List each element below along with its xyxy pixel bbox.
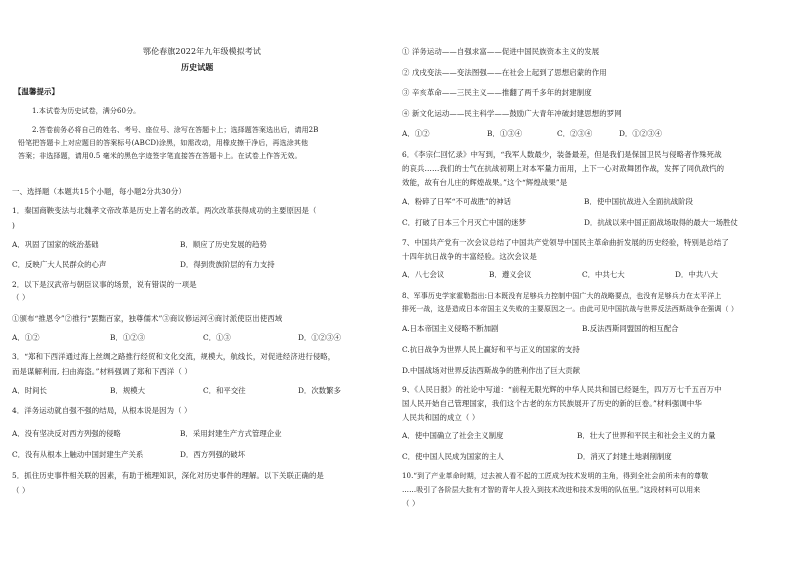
q7-option-a: A．八七会议 bbox=[402, 270, 445, 279]
q1-option-b: B．顺应了历史发展的趋势 bbox=[180, 240, 267, 249]
q5-option-c: C．②③④ bbox=[557, 129, 593, 138]
q6-stem-3: 效能，故有台儿庄的辉煌战果。”这个“辉煌战果”是 bbox=[402, 178, 568, 187]
q7-option-c: C．中共七大 bbox=[582, 270, 625, 279]
q5-option-a: A．①② bbox=[402, 129, 430, 138]
q10-stem-3: （ ） bbox=[402, 499, 420, 508]
q9-stem-2: 国人民开始自己管理国家，我们这个古老的东方民族展开了历史的新的巨卷。”材料强调中华 bbox=[402, 399, 702, 408]
q1-stem: 1．秦国商鞅变法与北魏孝文帝改革是历史上著名的改革。两次改革获得成功的主要原因是（ bbox=[12, 206, 317, 215]
q1-option-d: D．得到贵族阶层的有力支持 bbox=[180, 260, 275, 269]
q3-option-d: D．次数繁多 bbox=[298, 386, 341, 395]
q5-item-1: ① 洋务运动——自强求富——促进中国民族资本主义的发展 bbox=[402, 47, 600, 56]
q1-stem-end: ) bbox=[12, 221, 15, 230]
q6-option-a: A．粉碎了日军“不可战胜”的神话 bbox=[402, 197, 511, 206]
q3-stem: 3．“郑和下西洋通过海上丝绸之路推行经贸和文化交流，规模大，航线长，对促进经济进行侵略， bbox=[12, 352, 336, 361]
q2-stem-end: （ ） bbox=[12, 293, 30, 302]
q9-option-c: C．使中国人民成为国家的主人 bbox=[402, 452, 504, 461]
q2-items: ①颁布“推恩令”②推行“罢黜百家，独尊儒术”③商议修运河④商讨派使臣出使西域 bbox=[12, 314, 283, 323]
q6-stem-1: 6．《李宗仁回忆录》中写到，“我军人数最少，装备最差，但是我们是保国卫民与侵略者作殊死战 bbox=[402, 150, 722, 159]
q6-option-b: B．使中国抗战进入全面抗战阶段 bbox=[584, 197, 693, 206]
q2-option-a: A．①② bbox=[12, 333, 40, 342]
q7-option-b: B．遵义会议 bbox=[489, 270, 532, 279]
q10-stem-1: 10.“到了产业革命时期，过去被人看不起的工匠成为技术发明的主角，得到全社会前所未有的尊敬 bbox=[402, 472, 709, 480]
q4-option-a: A．没有坚决反对西方列强的侵略 bbox=[12, 429, 121, 438]
notice-line-2a: 2.答卷前务必将自己的姓名、考号、座位号、涂写在答题卡上；选择题答案选出后，请用2B bbox=[32, 126, 319, 134]
q3-option-b: B．规模大 bbox=[110, 386, 145, 395]
q5-stem: 5．抓住历史事件相关联的因素，有助于梳理知识，深化对历史事件的理解。以下关联正确的是 bbox=[12, 471, 324, 480]
q6-option-c: C．打破了日本三个月灭亡中国的迷梦 bbox=[402, 218, 526, 227]
q5-item-3: ③ 辛亥革命——三民主义——推翻了两千多年的封建制度 bbox=[402, 88, 592, 97]
q7-stem-1: 7、中国共产党有一次会议总结了中国共产党领导中国民主革命曲折发展的历史经验，特别是总结了 bbox=[402, 238, 729, 247]
q7-option-d: D．中共八大 bbox=[675, 270, 718, 279]
q5-stem-end: （ ） bbox=[12, 486, 30, 495]
q5-option-b: B．①③④ bbox=[487, 129, 522, 138]
q2-option-d: D．①②③④ bbox=[298, 333, 341, 342]
q5-item-2: ② 戊戌变法——变法图强——在社会上起到了思想启蒙的作用 bbox=[402, 68, 607, 77]
q8-stem-2: 排死一战，这是造成日本帝国主义失败的主要原因之一。由此可见中国抗战与世界反法西斯战争在强调（ ） bbox=[402, 305, 739, 313]
subject-title: 历史试题 bbox=[181, 62, 214, 72]
q9-stem-3: 人民共和国的成立（ ） bbox=[402, 413, 480, 422]
section-heading: 一、选择题（本题共15个小题，每小题2分共30分） bbox=[12, 187, 186, 196]
q6-option-d: D．抗战以来中国正面战场取得的最大一场胜仗 bbox=[584, 218, 738, 227]
q4-option-c: C．没有从根本上触动中国封建生产关系 bbox=[12, 450, 144, 459]
q4-option-b: B．采用封建生产方式管理企业 bbox=[180, 429, 282, 438]
q5-option-d: D．①②③④ bbox=[619, 129, 662, 138]
q5-item-4: ④ 新文化运动——民主科学——鼓励广大青年冲破封建思想的罗网 bbox=[402, 109, 622, 118]
q1-option-a: A．巩固了国家的统治基础 bbox=[12, 240, 99, 249]
q8-option-b: B.反法西斯同盟国的相互配合 bbox=[582, 324, 679, 333]
notice-line-2c: 答案；非选择题，请用0.5 毫米的黑色字迹签字笔直接答在答题卡上。在试卷上作答无效。 bbox=[18, 152, 302, 160]
q8-option-c: C.抗日战争为世界人民上赢好和平与正义的国家的支持 bbox=[402, 345, 580, 354]
q3-stem-cont: 而是谋解利而, 扫由海盗。”材料强调了郑和下西洋（ ） bbox=[12, 367, 192, 376]
q4-option-d: D．西方列强的破坏 bbox=[180, 450, 246, 459]
q6-stem-2: 的哀兵……我们的士气在抗战初期上对本军量力而用，上下一心对敌舞团作战，发挥了同仇敌忾的 bbox=[402, 164, 725, 173]
notice-label: 【温馨提示】 bbox=[14, 87, 59, 96]
q4-stem: 4．洋务运动就自强不强的结局，从根本说是因为（ ） bbox=[12, 406, 192, 415]
q1-option-c: C．反映广大人民群众的心声 bbox=[12, 260, 107, 269]
notice-line-2b: 铅笔把答题卡上对应题目的答案标号(ABCD)涂黑，如需改动，用橡皮擦干净后，再选涂其他 bbox=[18, 139, 309, 147]
q7-stem-2: 十四年抗日战争的丰富经验。这次会议是 bbox=[402, 252, 537, 261]
q2-option-c: C．①③ bbox=[203, 333, 231, 342]
exam-title: 鄂伦春旗2022年九年级模拟考试 bbox=[143, 47, 261, 56]
q3-option-c: C．和平交往 bbox=[203, 386, 246, 395]
q9-option-b: B．壮大了世界和平民主和社会主义的力量 bbox=[577, 431, 716, 440]
q2-stem: 2．以下是汉武帝与朝臣议事的场景，说有错误的一项是 bbox=[12, 280, 197, 289]
q8-option-a: A.日本帝国主义侵略不断加剧 bbox=[402, 324, 499, 333]
q3-option-a: A．时间长 bbox=[12, 386, 47, 395]
q8-option-d: D.中国战场对世界反法西斯战争的胜利作出了巨大贡献 bbox=[402, 366, 580, 375]
q9-stem-1: 9、《人民日报》的社论中写道：“前程无限光辉的中华人民共和国已经诞生，四万万七千五百万中 bbox=[402, 385, 722, 394]
q2-option-b: B．①②③ bbox=[110, 333, 145, 342]
q10-stem-2: ……吸引了各阶层大批有才智的青年人投入到技术改进和技术发明的队伍里。”这段材料可以用来 bbox=[402, 486, 701, 494]
q8-stem-1: 8、军事历史学家霍勒指出:日本既没有足够兵力控制中国广大的战略要点，也没有足够兵力在太平洋上 bbox=[402, 292, 722, 300]
q9-option-a: A．使中国确立了社会主义制度 bbox=[402, 431, 504, 440]
q9-option-d: D．消灭了封建土地剥削制度 bbox=[577, 452, 672, 461]
notice-line-1: 1.本试卷为历史试卷，满分60分。 bbox=[32, 107, 141, 115]
